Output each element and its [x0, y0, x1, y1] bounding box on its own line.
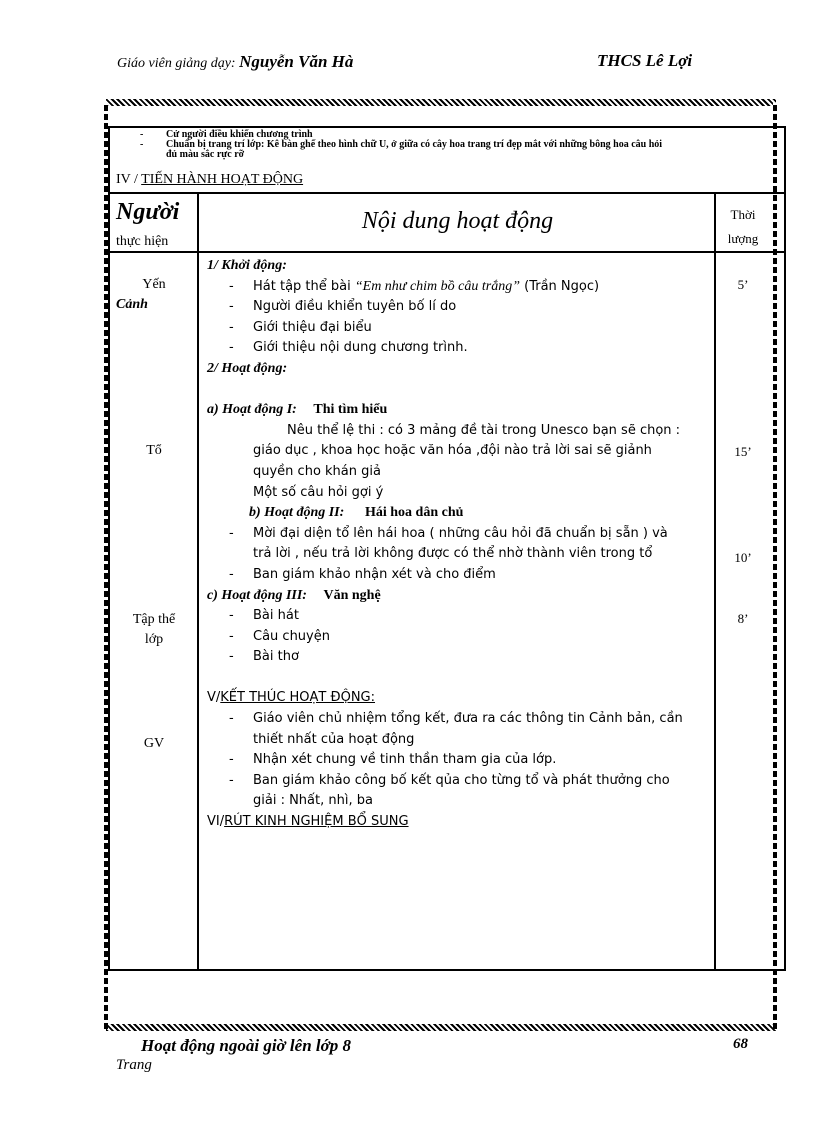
school-name: THCS Lê Lợi: [597, 51, 693, 70]
list-item: đủ màu sắc rực rỡ: [166, 149, 245, 160]
header-performer-sub: thực hiện: [116, 234, 169, 249]
list-item: - Cử người điều khiển chương trình: [140, 129, 313, 140]
teacher-name: Nguyễn Văn Hà: [239, 52, 354, 71]
performer-1: Yến Cảnh: [116, 277, 166, 312]
table-top-rule: [108, 192, 786, 194]
footer-title: Hoạt động ngoài giờ lên lớp 8: [141, 1036, 351, 1055]
duration-3: 10’: [734, 550, 752, 565]
column-divider-2: [714, 192, 716, 971]
header-duration: Thời lượng: [727, 207, 759, 246]
content-column: 1/ Khởi động: - Hát tập thể bài “Em như chim bồ câu trắng” (Trần Ngọc) - Người điều khiển tuyên bố lí do - Giới thiệu đại biểu - Giới thiệu nội dung chương trình. 2/ Hoạt động: a) Hoạt động I: Thi tìm hiểu Nêu thể lệ thi : có 3 mảng đề tài trong Unesco bạn sẽ chọn : giáo dục , khoa học hoặc văn hóa ,đội nào trả lời sai sẽ giảnh quyền cho khán giả Một số câu hỏi gợi ý b) Hoạt động II: Hái hoa dân chủ - Mời đại diện tổ lên hái hoa ( những câu hỏi đã chuẩn bị sẵn ) và trả lời , nếu trả lời không được có thể nhờ thành viên trong tổ - Ban giám khảo nhận xét và cho điểm c) Hoạt động III: Văn nghệ - Bài hát - Câu chuyện - Bài thơ V/KẾT THÚC HOẠT ĐỘNG: - Giáo viên chủ nhiệm tổng kết, đưa ra các thông tin Cảnh bản, cần thiết nhất của hoạt động - Nhận xét chung về tinh thần tham gia của lớp. - Ban giám khảo công bố kết qủa cho từng tổ và phát thưởng cho giải : Nhất, nhì, ba VI/RÚT KINH NGHIỆM BỔ SUNG: [207, 258, 683, 830]
header-performer: Người: [116, 199, 180, 225]
column-divider-1: [197, 192, 199, 971]
table-header-rule: [108, 251, 786, 253]
decorative-border-bottom: [106, 1024, 776, 1031]
performer-4: GV: [143, 736, 165, 751]
duration-4: 8’: [737, 611, 749, 626]
header-content: Nội dung hoạt động: [361, 208, 554, 234]
section-4-heading: IV / TIẾN HÀNH HOẠT ĐỘNG: [116, 172, 304, 187]
list-item: - Chuẩn bị trang trí lớp: Kê bàn ghế theo hình chữ U, ở giữa có cây hoa trang trí đẹp mắt với những bông hoa câu hỏi: [140, 139, 663, 150]
duration-2: 15’: [734, 444, 752, 459]
duration-1: 5’: [737, 277, 749, 292]
footer-trang: Trang: [116, 1057, 152, 1073]
performer-3: Tập thể lớp: [132, 612, 176, 647]
header-teacher: [117, 52, 353, 72]
decorative-border-top: [106, 99, 776, 106]
performer-2: Tổ: [146, 443, 162, 458]
teacher-label: Giáo viên giảng dạy:: [117, 56, 236, 71]
preparation-list: [140, 130, 780, 160]
page-number: 68: [733, 1036, 748, 1052]
